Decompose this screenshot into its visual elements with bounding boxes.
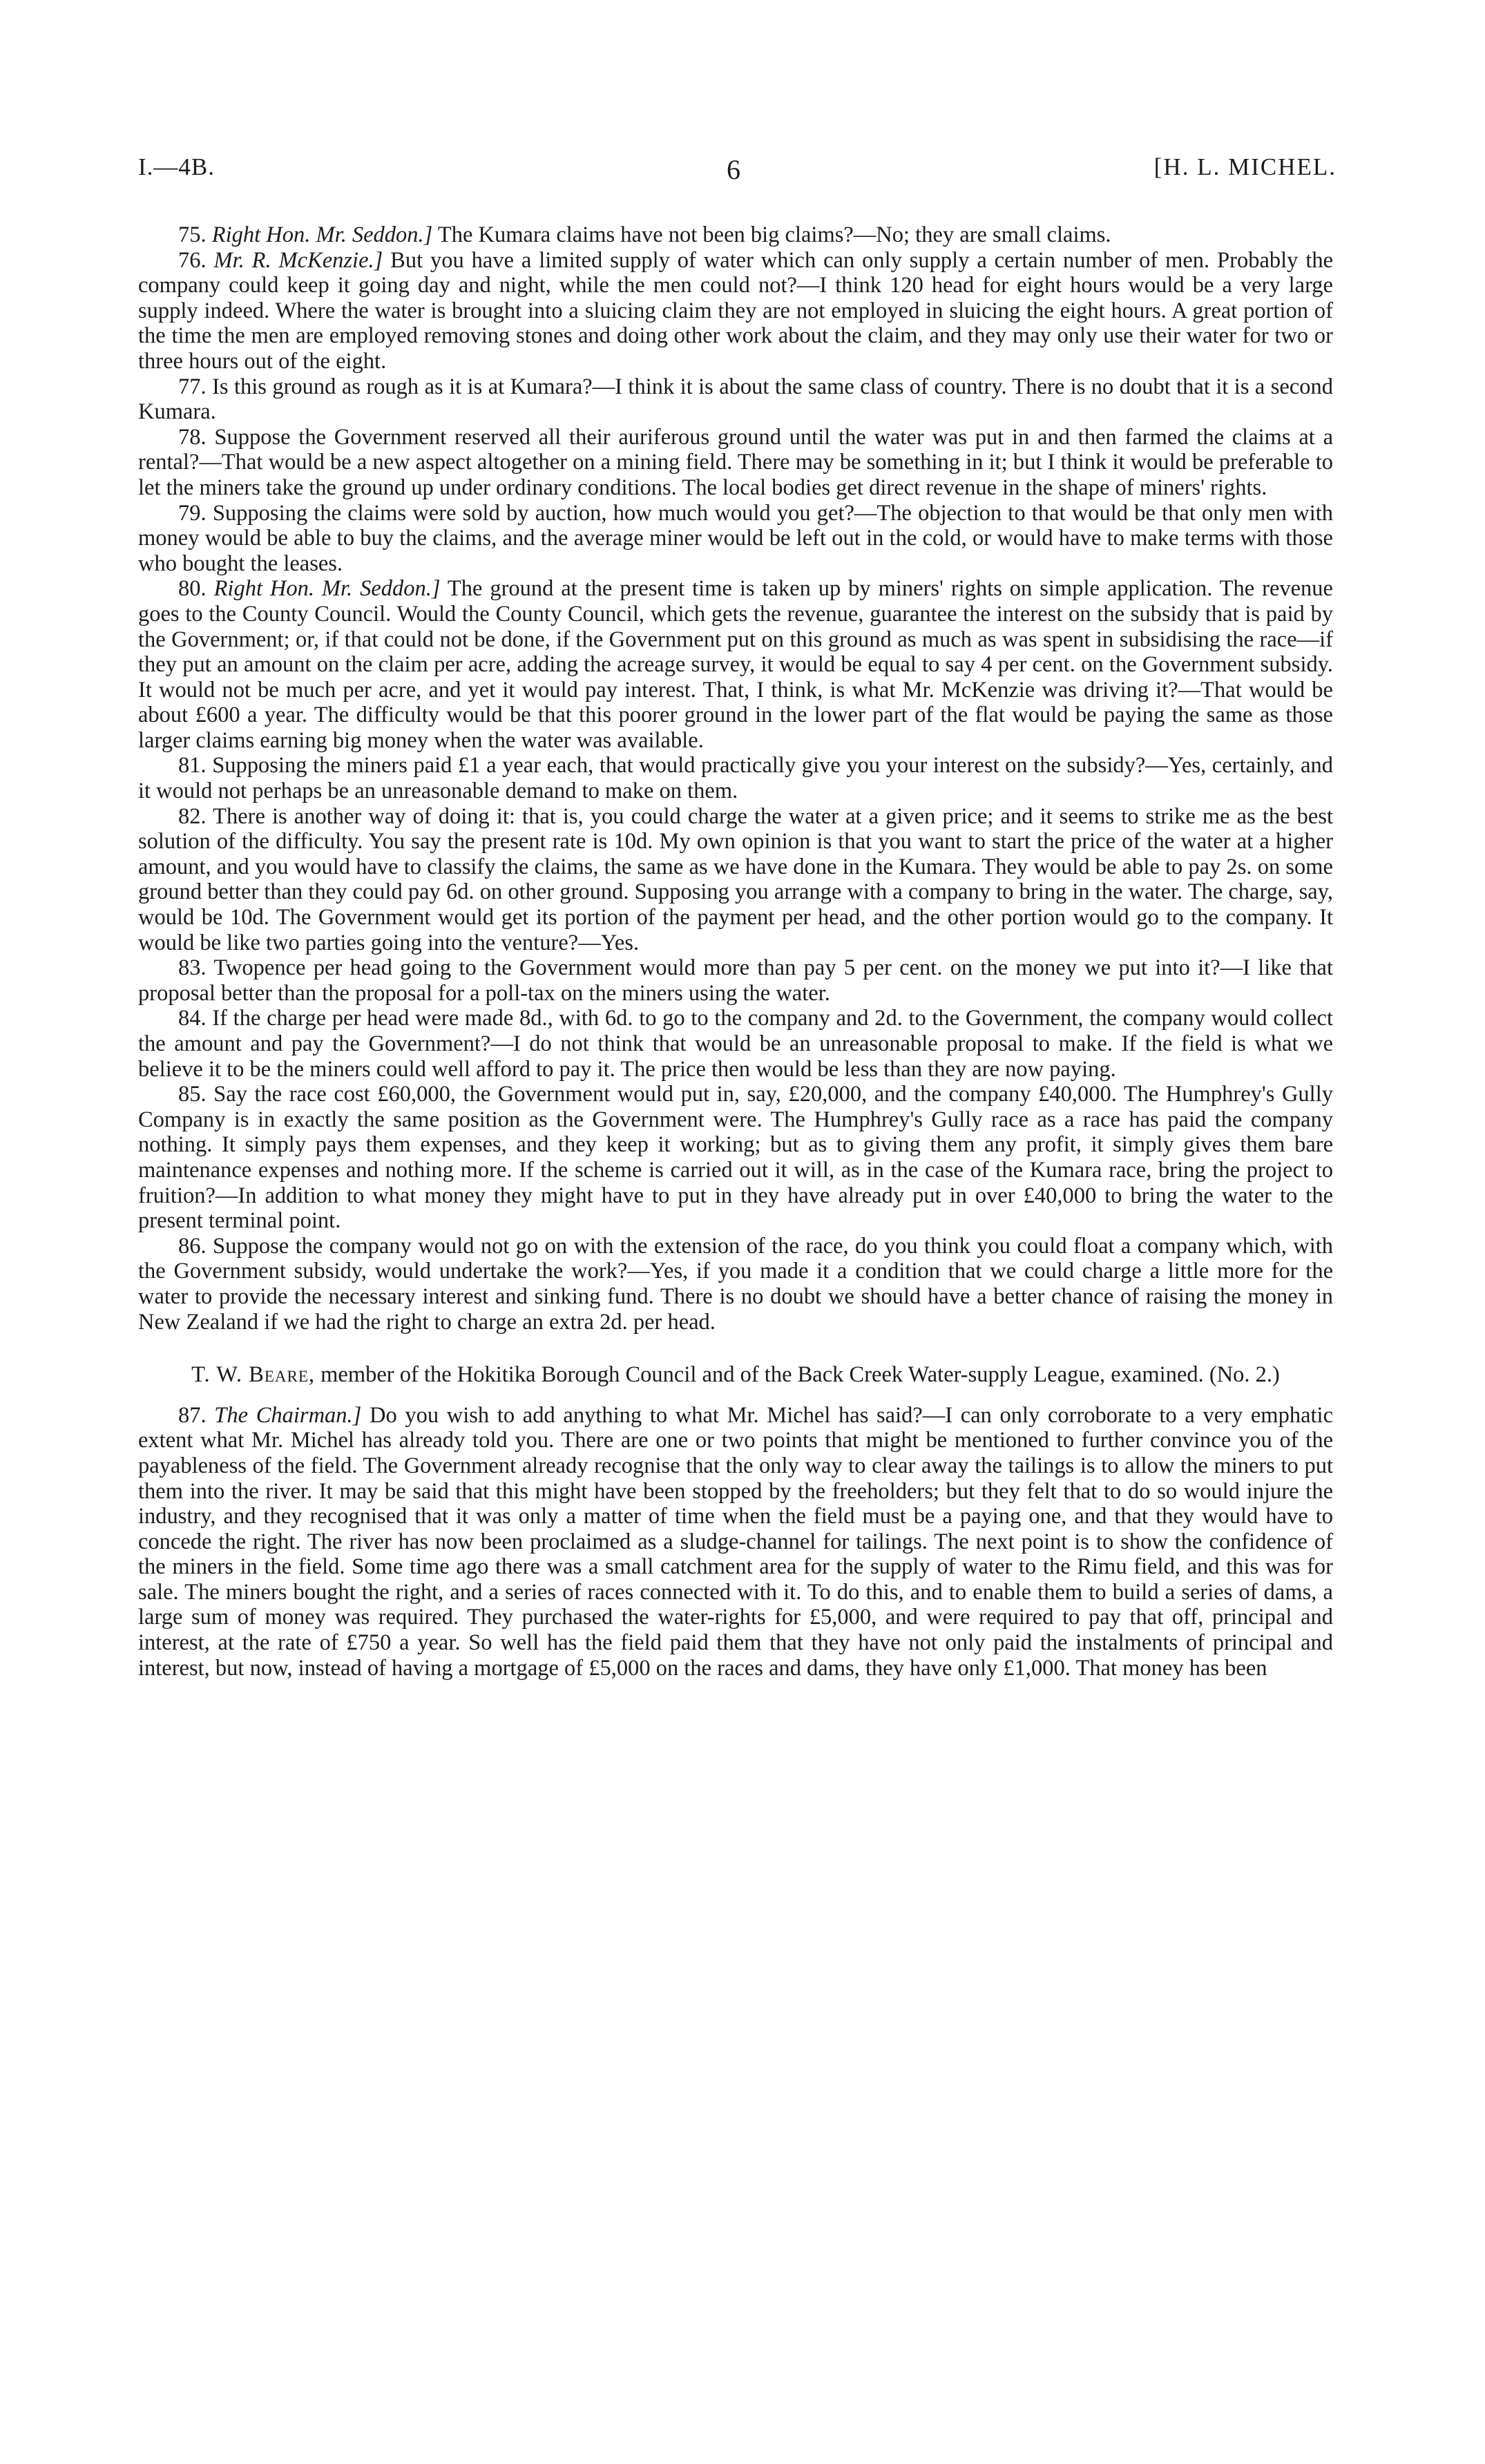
document-body — [138, 222, 1333, 1681]
speaker-name: The Chairman.] — [214, 1402, 362, 1428]
witness-description: member of the Hokitika Borough Council and of the Back Creek Water-supply League, examined. (No. 2.) — [320, 1362, 1280, 1388]
question-text: But you have a limited supply of water which can only supply a certain number of men. Probably the company could keep it going day and night, while the men could not?—I think 120 head for eight hours would be a very large supply indeed. Where the water is brought into a sluicing claim they are not employed in sluicing the eight hours. A great portion of the time the men are employed removing stones and doing other work about the claim, and they may only use their water for two or three hours out of the eight. — [138, 247, 1334, 374]
question-text: Do you wish to add anything to what Mr. Michel has said?—I can only corroborate to a very emphatic extent what Mr. Michel has already told you. There are one or two points that might be mentioned to further convince you of the payableness of the field. The Government already recognise that the only way to clear away the tailings is to allow the miners to put them into the river. It may be said that this might have been stopped by the freeholders; but they felt that to do so would injure the industry, and they recognised that it was only a matter of time when the field must be a paying one, and that they would have to concede the right. The river has now been proclaimed as a sludge-channel for tailings. The next point is to show the confidence of the miners in the field. Some time ago there was a small catchment area for the supply of water to the Rimu field, and this was for sale. The miners bought the right, and a series of races connected with it. To do this, and to enable them to build a series of dams, a large sum of money was required. They purchased the water-rights for £5,000, and were required to pay that off, principal and interest, at the rate of £750 a year. So well has the field paid them that they have not only paid the instalments of principal and interest, but now, instead of having a mortgage of £5,000 on the races and dams, they have only £1,000. That money has been — [138, 1402, 1333, 1681]
running-header — [131, 153, 1336, 195]
header-witness-name: [H. L. MICHEL. — [1153, 153, 1336, 180]
question-number: 75. — [178, 222, 207, 247]
question-text: Say the race cost £60,000, the Government would put in, say, £20,000, and the company £40,000. The Humphrey's Gully Company is in exactly the same position as the Government were. The Humphrey's Gully race as a race has paid the company nothing. It simply pays them expenses, and they keep it working; but as to giving them any profit, it simply gives them bare maintenance expenses and nothing more. If the scheme is carried out it will, as in the case of the Kumara race, bring the project to fruition?—In addition to what money they might have to put in they have already put in over £40,000 to bring the water to the present terminal point. — [138, 1082, 1333, 1234]
question-number: 82. — [178, 803, 207, 829]
question-number: 87. — [178, 1402, 207, 1428]
question-text: The Kumara claims have not been big claims?—No; they are small claims. — [437, 222, 1111, 247]
question-paragraph — [138, 374, 1333, 425]
question-text: Supposing the claims were sold by auction, how much would you get?—The objection to that would be that only men with money would be able to buy the claims, and the average miner would be left out in the cold, or would have to make terms with those who bought the leases. — [138, 500, 1333, 576]
question-text: If the charge per head were made 8d., with 6d. to go to the company and 2d. to the Government, the company would collect the amount and pay the Government?—I do not think that would be an unreasonable proposal to make. If the field is what we believe it to be the miners could well afford to pay it. The price then would be less than they are now paying. — [138, 1006, 1333, 1082]
question-number: 76. — [178, 247, 207, 273]
question-number: 85. — [178, 1082, 207, 1107]
speaker-name: Right Hon. Mr. Seddon.] — [211, 222, 433, 247]
question-number: 80. — [178, 576, 207, 602]
header-page-number: 6 — [727, 154, 741, 185]
question-paragraph — [138, 753, 1333, 803]
testimony-section-michel — [138, 222, 1333, 1335]
document-page — [131, 0, 1336, 2464]
question-paragraph — [138, 425, 1333, 501]
question-text: Is this ground as rough as it is at Kumara?—I think it is about the same class of country. There is no doubt that it is a second Kumara. — [138, 374, 1334, 425]
question-text: Suppose the Government reserved all their auriferous ground until the water was put in and then farmed the claims at a rental?—That would be a new aspect altogether on a mining field. There may be something in it; but I think it would be preferable to let the miners take the ground up under ordinary conditions. The local bodies get direct revenue in the shape of miners' rights. — [138, 424, 1333, 500]
question-number: 78. — [178, 424, 207, 450]
question-paragraph — [138, 804, 1333, 956]
question-number: 83. — [178, 955, 207, 981]
question-paragraph — [138, 1006, 1333, 1082]
question-paragraph — [138, 576, 1333, 753]
question-number: 81. — [178, 753, 207, 779]
witness-name: T. W. Beare, — [191, 1362, 316, 1388]
question-text: There is another way of doing it: that is, you could charge the water at a given price; and it seems to strike me as the best solution of the difficulty. You say the present rate is 10d. My own opinion is that you want to start the price of the water at a higher amount, and you would have to classify the claims, the same as we have done in the Kumara. They would be able to pay 2s. on some ground better than they could pay 6d. on other ground. Supposing you arrange with a company to bring in the water. The charge, say, would be 10d. The Government would get its portion of the payment per head, and the other portion would go to the company. It would be like two parties going into the venture?—Yes. — [138, 803, 1333, 955]
question-text: Suppose the company would not go on with the extension of the race, do you think you could float a company which, with the Government subsidy, would undertake the work?—Yes, if you made it a condition that we could charge a little more for the water to provide the necessary interest and sinking fund. There is no doubt we should have a better chance of raising the money in New Zealand if we had the right to charge an extra 2d. per head. — [138, 1233, 1334, 1335]
testimony-section-beare — [138, 1403, 1333, 1681]
question-text: The ground at the present time is taken up by miners' rights on simple application. The revenue goes to the County Council. Would the County Council, which gets the revenue, guarantee the interest on the subsidy that is paid by the Government; or, if that could not be done, if the Government put on this ground as much as was spent in subsidising the race—if they put an amount on the claim per acre, adding the acreage survey, it would be equal to say 4 per cent. on the Government subsidy. It would not be much per acre, and yet it would pay interest. That, I think, is what Mr. McKenzie was driving it?—That would be about £600 a year. The difficulty would be that this poorer ground in the lower part of the flat would be paying the same as those larger claims earning big money when the water was available. — [138, 576, 1333, 753]
question-paragraph — [138, 222, 1333, 248]
question-paragraph — [138, 1234, 1333, 1335]
question-paragraph — [138, 955, 1333, 1006]
speaker-name: Right Hon. Mr. Seddon.] — [213, 576, 441, 602]
question-number: 79. — [178, 500, 207, 526]
question-number: 86. — [178, 1233, 207, 1259]
question-paragraph — [138, 1403, 1333, 1681]
question-paragraph — [138, 1082, 1333, 1234]
header-paper-number: I.—4B. — [138, 153, 215, 180]
question-number: 84. — [178, 1006, 207, 1031]
question-text: Supposing the miners paid £1 a year each, that would practically give you your interest on the subsidy?—Yes, certainly, and it would not perhaps be an unreasonable demand to make on them. — [138, 753, 1334, 804]
question-number: 77. — [178, 374, 207, 399]
question-paragraph — [138, 501, 1333, 577]
speaker-name: Mr. R. McKenzie.] — [213, 247, 383, 273]
question-paragraph — [138, 248, 1333, 374]
question-text: Twopence per head going to the Government would more than pay 5 per cent. on the money we put into it?—I like that proposal better than the proposal for a poll-tax on the miners using the water. — [138, 955, 1333, 1006]
witness-heading — [138, 1362, 1333, 1388]
